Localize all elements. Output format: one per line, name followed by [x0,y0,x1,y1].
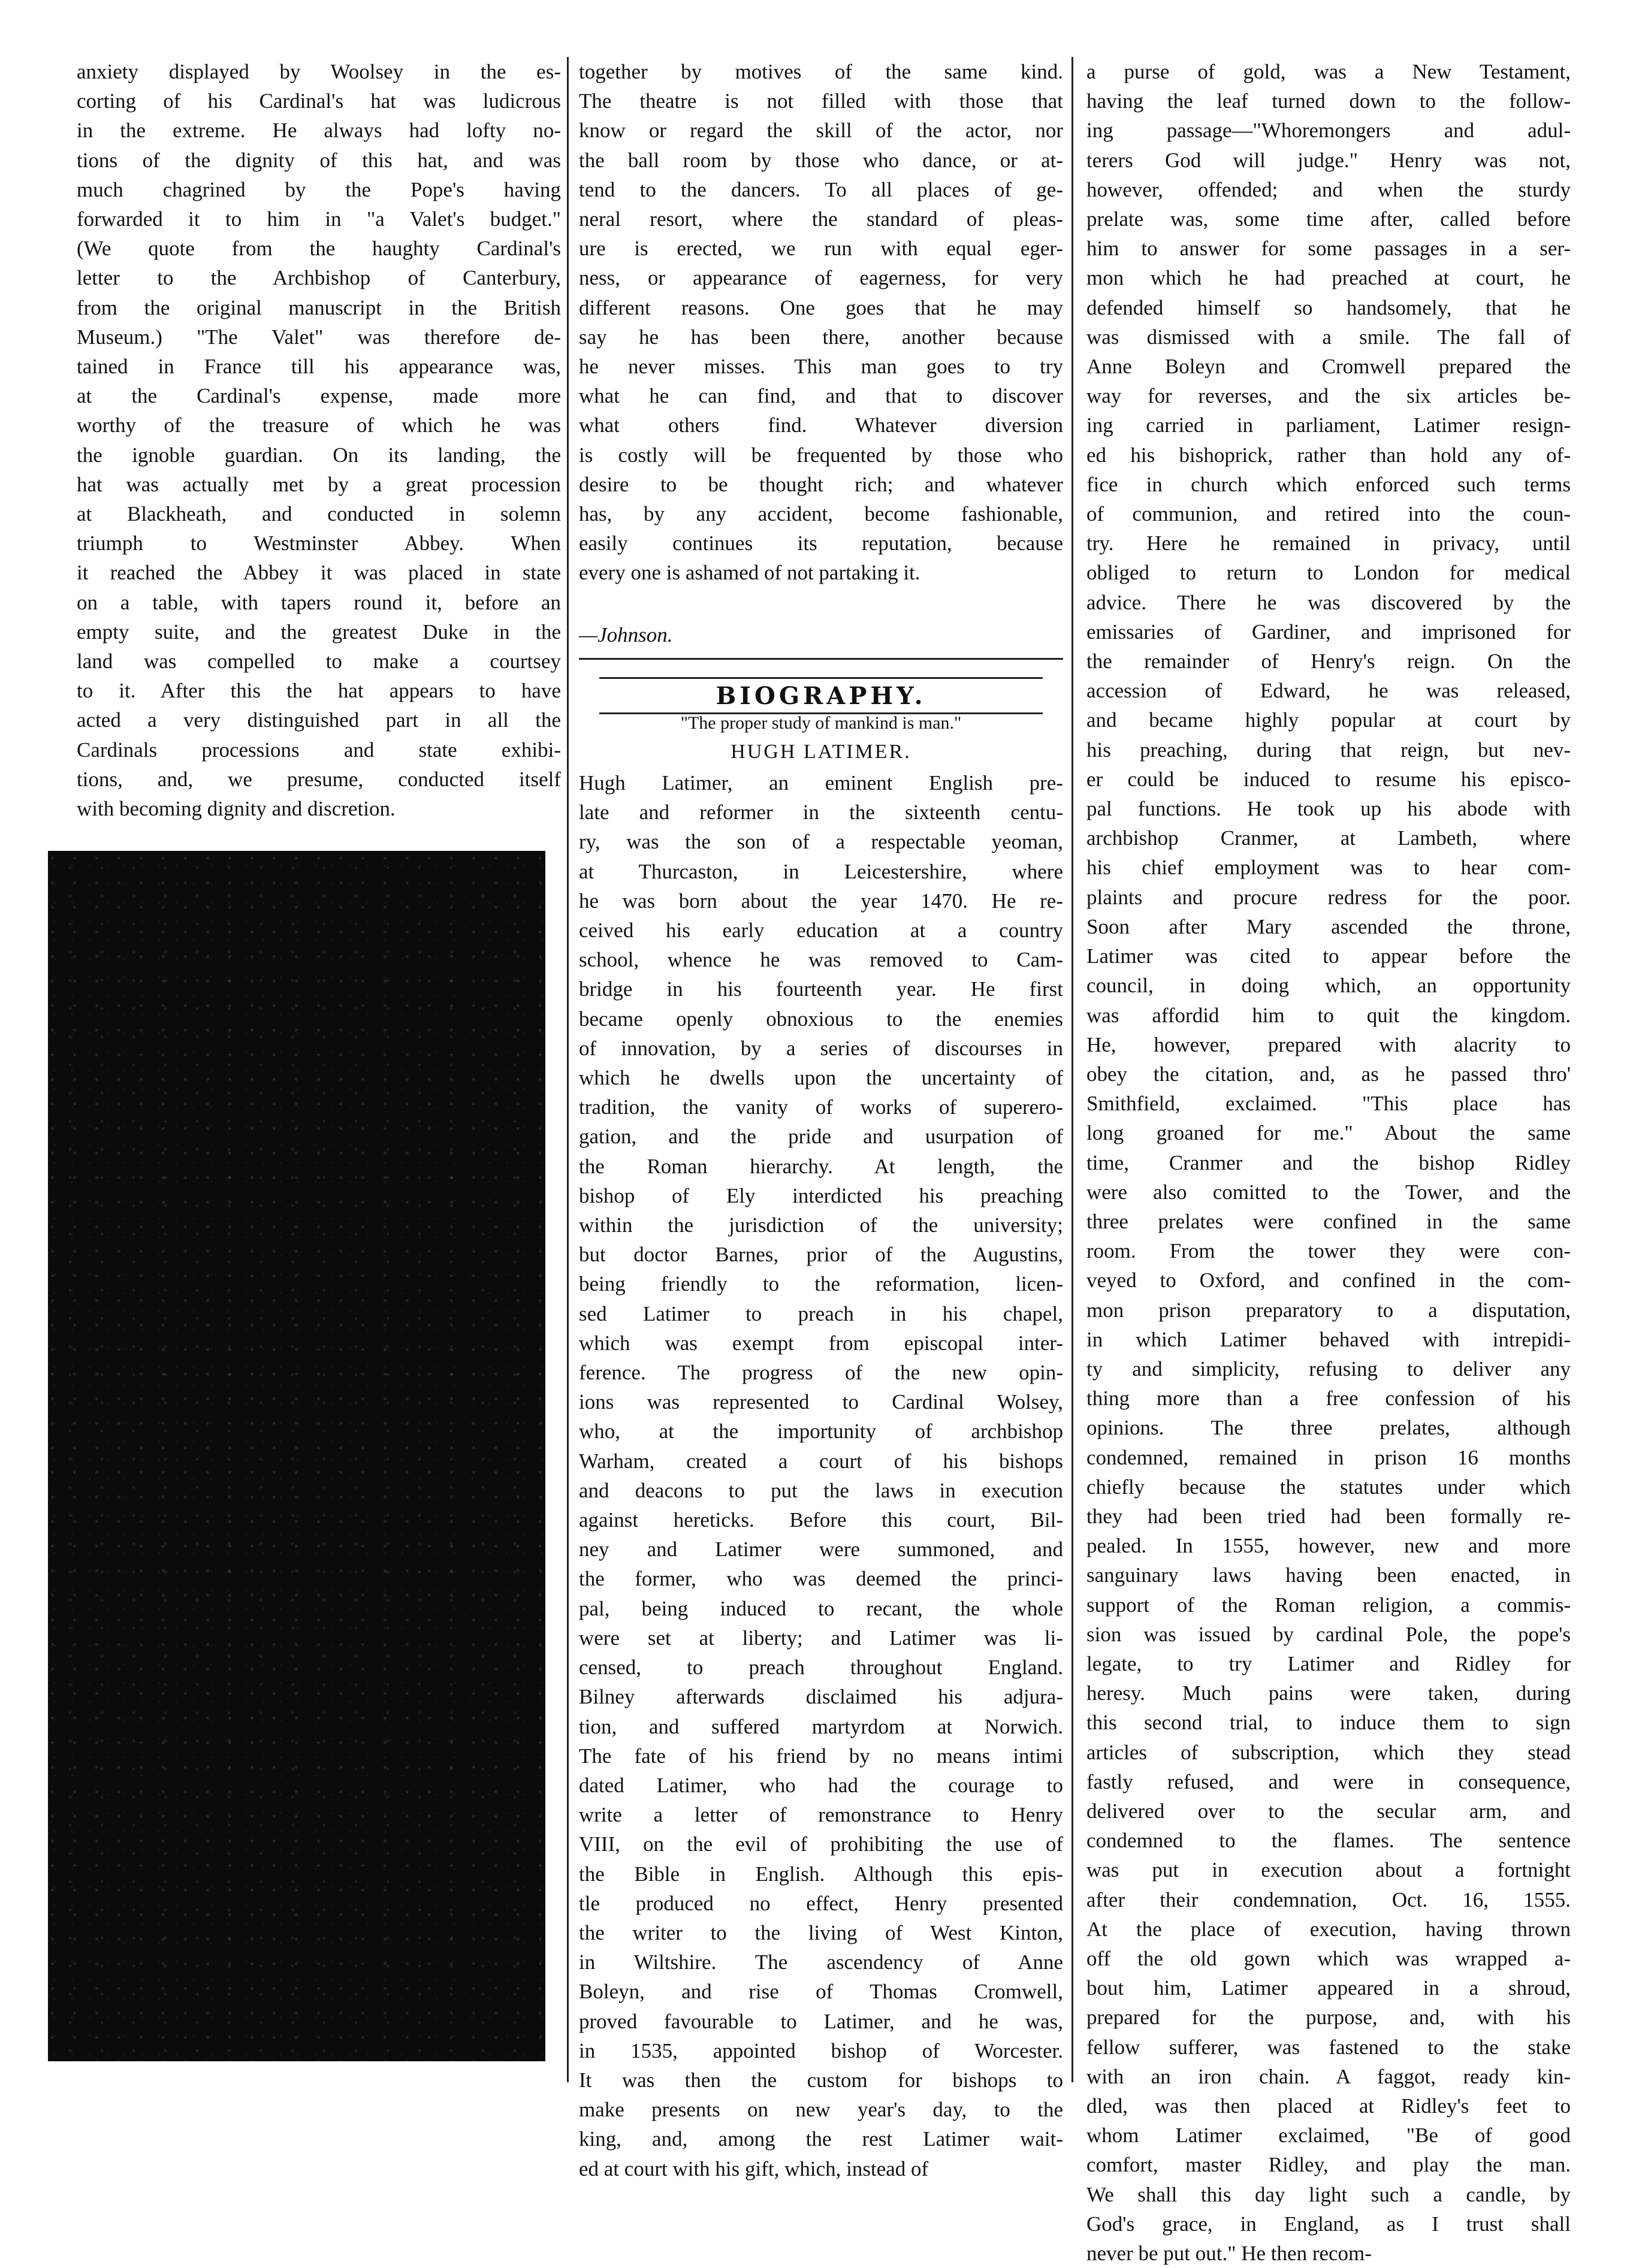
text-line: letter to the Archbishop of Canterbury, [77,266,561,290]
text-line: within the jurisdiction of the university; [579,1213,1063,1237]
text-line: ference. The progress of the new opin- [579,1361,1063,1385]
text-line: three prelates were confined in the same [1086,1209,1571,1233]
text-line: having the leaf turned down to the follow- [1086,89,1571,113]
text-line: veyed to Oxford, and confined in the com- [1086,1269,1571,1292]
text-line: articles of subscription, which they stead [1086,1740,1571,1764]
text-line: mon prison preparatory to a disputation, [1086,1298,1571,1322]
text-line: defended himself so handsomely, that he [1086,295,1571,319]
text-line: became openly obnoxious to the enemies [579,1007,1063,1031]
text-line: at Thurcaston, in Leicestershire, where [579,859,1063,883]
section-rule [579,658,1063,660]
text-line: tradition, the vanity of works of superero- [579,1095,1063,1119]
text-line: desire to be thought rich; and whatever [579,472,1063,496]
text-line: this second trial, to induce them to sign [1086,1711,1571,1735]
text-line: obliged to return to London for medical [1086,561,1571,585]
text-line: sanguinary laws having been enacted, in [1086,1563,1571,1587]
text-line: every one is ashamed of not partaking it. [579,561,920,585]
text-line: in which Latimer behaved with intrepidi- [1086,1327,1571,1351]
text-line: obey the citation, and, as he passed thro' [1086,1062,1571,1086]
text-line: tle produced no effect, Henry presented [579,1891,1063,1915]
text-line: Bilney afterwards disclaimed his adjura- [579,1685,1063,1709]
text-line: and became highly popular at court by [1086,708,1571,732]
text-line: tions of the dignity of this hat, and was [77,148,561,172]
text-line: the Roman hierarchy. At length, the [579,1154,1063,1178]
text-line: condemned, remained in prison 16 months [1086,1445,1571,1469]
text-line: easily continues its reputation, because [579,531,1063,555]
text-line: at Blackheath, and conducted in solemn [77,502,561,526]
text-line: to it. After this the hat appears to have [77,679,561,703]
text-line: ty and simplicity, refusing to deliver any [1086,1357,1571,1381]
text-line: king, and, among the rest Latimer wait- [579,2127,1063,2151]
text-line: ed at court with his gift, which, instead of [579,2157,929,2181]
text-line: council, in doing which, an opportunity [1086,974,1571,998]
text-line: bishop of Ely interdicted his preaching [579,1183,1063,1207]
text-line: ney and Latimer were summoned, and [579,1538,1063,1562]
article-title: HUGH LATIMER. [731,741,911,763]
text-line: er could be induced to resume his episco- [1086,767,1571,791]
text-line: against hereticks. Before this court, Bil- [579,1508,1063,1532]
text-line: He, however, prepared with alacrity to [1086,1032,1571,1056]
text-line: anxiety displayed by Woolsey in the es- [77,60,561,83]
text-line: worthy of the treasure of which he was [77,413,561,437]
text-line: Soon after Mary ascended the throne, [1086,914,1571,938]
text-line: (We quote from the haughty Cardinal's [77,237,561,261]
text-line: Warham, created a court of his bishops [579,1449,1063,1473]
text-line: gation, and the pride and usurpation of [579,1125,1063,1149]
text-line: accession of Edward, he was released, [1086,679,1571,703]
text-line: of communion, and retired into the coun- [1086,502,1571,526]
text-line: the ignoble guardian. On its landing, the [77,443,561,467]
text-line: hat was actually met by a great procession [77,472,561,496]
text-line: what he can find, and that to discover [579,384,1063,408]
text-line: We shall this day light such a candle, by [1086,2182,1571,2206]
text-line: terers God will judge." Henry was not, [1086,148,1571,172]
text-line: empty suite, and the greatest Duke in the [77,620,561,644]
article-column-2 [579,57,1063,588]
text-line: neral resort, where the standard of pleas- [579,207,1063,231]
text-line: late and reformer in the sixteenth centu- [579,801,1063,825]
text-line: were set at liberty; and Latimer was li- [579,1626,1063,1650]
text-line: a purse of gold, was a New Testament, [1086,60,1571,83]
text-line: but doctor Barnes, prior of the Augustins, [579,1243,1063,1267]
text-line: chiefly because the statutes under which [1086,1475,1571,1499]
article-column-3 [1086,57,1571,2268]
section-heading: BIOGRAPHY. [599,677,1043,714]
text-line: Latimer was cited to appear before the [1086,944,1571,968]
text-line: sed Latimer to preach in his chapel, [579,1301,1063,1325]
text-line: he never misses. This man goes to try [579,355,1063,379]
text-line: legate, to try Latimer and Ridley for [1086,1651,1571,1675]
text-line: at the Cardinal's expense, made more [77,384,561,408]
text-line: know or regard the skill of the actor, nor [579,119,1063,143]
text-line: they had been tried had been formally re- [1086,1504,1571,1528]
text-line: make presents on new year's day, to the [579,2098,1063,2122]
text-line: Anne Boleyn and Cromwell prepared the [1086,355,1571,379]
attribution [579,620,1063,650]
text-line: bridge in his fourteenth year. He first [579,977,1063,1001]
text-line: with becoming dignity and discretion. [77,797,396,821]
column-rule-left [567,57,569,2082]
text-line: he was born about the year 1470. He re- [579,889,1063,913]
text-line: dled, was then placed at Ridley's feet to [1086,2094,1571,2118]
text-line: acted a very distinguished part in all the [77,708,561,732]
text-line: sion was issued by cardinal Pole, the pope's [1086,1622,1571,1646]
text-line: tend to the dancers. To all places of ge- [579,177,1063,201]
text-line: ceived his early education at a country [579,919,1063,943]
text-line: heresy. Much pains were taken, during [1086,1681,1571,1705]
text-line: being friendly to the reformation, licen- [579,1272,1063,1296]
text-line: fastly refused, and were in consequence, [1086,1769,1571,1793]
text-line: from the original manuscript in the British [77,295,561,319]
attribution-text: —Johnson. [579,623,673,647]
text-line: ions was represented to Cardinal Wolsey, [579,1390,1063,1414]
text-line: comfort, master Ridley, and play the man. [1086,2153,1571,2177]
text-line: emissaries of Gardiner, and imprisoned for [1086,620,1571,644]
text-line: who, at the importunity of archbishop [579,1420,1063,1443]
text-line: it reached the Abbey it was placed in state [77,561,561,585]
text-line: delivered over to the secular arm, and [1086,1799,1571,1823]
text-line: It was then the custom for bishops to [579,2068,1063,2092]
text-line: the writer to the living of West Kinton, [579,1920,1063,1944]
text-line: triumph to Westminster Abbey. When [77,531,561,555]
text-line: At the place of execution, having thrown [1086,1917,1571,1941]
text-line: were also comitted to the Tower, and the [1086,1180,1571,1204]
text-line: which was exempt from episcopal inter- [579,1331,1063,1355]
damaged-area [48,851,545,2061]
text-line: dated Latimer, who had the courage to [579,1773,1063,1797]
text-line: much chagrined by the Pope's having [77,177,561,201]
text-line: the former, who was deemed the princi- [579,1567,1063,1591]
text-line: plaints and procure redress for the poor. [1086,885,1571,909]
text-line: his preaching, during that reign, but nev- [1086,738,1571,762]
text-line: school, whence he was removed to Cam- [579,948,1063,972]
text-line: corting of his Cardinal's hat was ludicrous [77,89,561,113]
text-line: Cardinals processions and state exhibi- [77,738,561,762]
text-line: of innovation, by a series of discourses in [579,1036,1063,1060]
text-line: what others find. Whatever diversion [579,413,1063,437]
text-line: long groaned for me." About the same [1086,1121,1571,1145]
text-line: thing more than a free confession of his [1086,1387,1571,1411]
text-line: ing passage—"Whoremongers and adul- [1086,119,1571,143]
text-line: bout him, Latimer appeared in a shroud, [1086,1976,1571,2000]
text-line: Boleyn, and rise of Thomas Cromwell, [579,1980,1063,2004]
text-line: in the extreme. He always had lofty no- [77,119,561,143]
text-line: ry, was the son of a respectable yeoman, [579,830,1063,854]
text-line: pal, being induced to recant, the whole [579,1596,1063,1620]
text-line: in 1535, appointed bishop of Worcester. [579,2039,1063,2062]
text-line: and deacons to put the laws in execution [579,1478,1063,1502]
text-line: was dismissed with a smile. The fall of [1086,325,1571,349]
text-line: proved favourable to Latimer, and he was, [579,2009,1063,2033]
text-line: fice in church which enforced such terms [1086,472,1571,496]
text-line: prepared for the purpose, and, with his [1086,2006,1571,2030]
text-line: write a letter of remonstrance to Henry [579,1803,1063,1827]
text-line: was affordid him to quit the kingdom. [1086,1003,1571,1027]
text-line: opinions. The three prelates, although [1086,1416,1571,1440]
text-line: archbishop Cranmer, at Lambeth, where [1086,826,1571,850]
text-line: whom Latimer exclaimed, "Be of good [1086,2124,1571,2148]
text-line: The theatre is not filled with those that [579,89,1063,113]
column-rule-right [1071,57,1073,2082]
text-line: after their condemnation, Oct. 16, 1555. [1086,1888,1571,1911]
text-line: the ball room by those who dance, or at- [579,148,1063,172]
text-line: VIII, on the evil of prohibiting the use of [579,1832,1063,1856]
text-line: room. From the tower they were con- [1086,1239,1571,1263]
text-line: was put in execution about a fortnight [1086,1858,1571,1882]
text-line: never be put out." He then recom- [1086,2242,1372,2266]
text-line: tained in France till his appearance was, [77,355,561,379]
text-line: condemned to the flames. The sentence [1086,1829,1571,1853]
text-line: The fate of his friend by no means intimi [579,1744,1063,1768]
text-line: God's grace, in England, as I trust shall [1086,2212,1571,2236]
text-line: in Wiltshire. The ascendency of Anne [579,1950,1063,1974]
text-line: with an iron chain. A faggot, ready kin- [1086,2064,1571,2088]
text-line: tions, and, we presume, conducted itself [77,767,561,791]
text-line: his chief employment was to hear com- [1086,856,1571,880]
text-line: forwarded it to him in "a Valet's budget." [77,207,561,231]
text-line: which he dwells upon the uncertainty of [579,1066,1063,1090]
text-line: time, Cranmer and the bishop Ridley [1086,1150,1571,1174]
text-line: Smithfield, exclaimed. "This place has [1086,1092,1571,1116]
text-line: the remainder of Henry's reign. On the [1086,650,1571,674]
text-line: Museum.) "The Valet" was therefore de- [77,325,561,349]
text-line: prelate was, some time after, called before [1086,207,1571,231]
text-line: on a table, with tapers round it, before an [77,590,561,614]
text-line: say he has been there, another because [579,325,1063,349]
article-column-2-biography [579,768,1063,2184]
text-line: way for reverses, and the six articles be- [1086,384,1571,408]
text-line: has, by any accident, become fashionable, [579,502,1063,526]
text-line: advice. There he was discovered by the [1086,590,1571,614]
text-line: pal functions. He took up his abode with [1086,797,1571,821]
text-line: however, offended; and when the sturdy [1086,177,1571,201]
article-column-1 [77,57,561,823]
text-line: ed his bishoprick, rather than hold any of- [1086,443,1571,467]
text-line: different reasons. One goes that he may [579,295,1063,319]
text-line: try. Here he remained in privacy, until [1086,531,1571,555]
text-line: land was compelled to make a courtsey [77,650,561,674]
text-line: him to answer for some passages in a ser- [1086,237,1571,261]
text-line: support of the Roman religion, a commis- [1086,1593,1571,1617]
text-line: Hugh Latimer, an eminent English pre- [579,771,1063,795]
text-line: ure is erected, we run with equal eger- [579,237,1063,261]
text-line: the Bible in English. Although this epis- [579,1862,1063,1886]
text-line: off the old gown which was wrapped a- [1086,1947,1571,1970]
text-line: fellow sufferer, was fastened to the stake [1086,2035,1571,2059]
text-line: censed, to preach throughout England. [579,1656,1063,1680]
text-line: together by motives of the same kind. [579,60,1063,83]
text-line: ing carried in parliament, Latimer resign- [1086,413,1571,437]
section-epigraph: "The proper study of mankind is man." [680,713,962,733]
text-line: mon which he had preached at court, he [1086,266,1571,290]
text-line: is costly will be frequented by those who [579,443,1063,467]
text-line: ness, or appearance of eagerness, for very [579,266,1063,290]
text-line: tion, and suffered martyrdom at Norwich. [579,1714,1063,1738]
text-line: pealed. In 1555, however, new and more [1086,1534,1571,1558]
